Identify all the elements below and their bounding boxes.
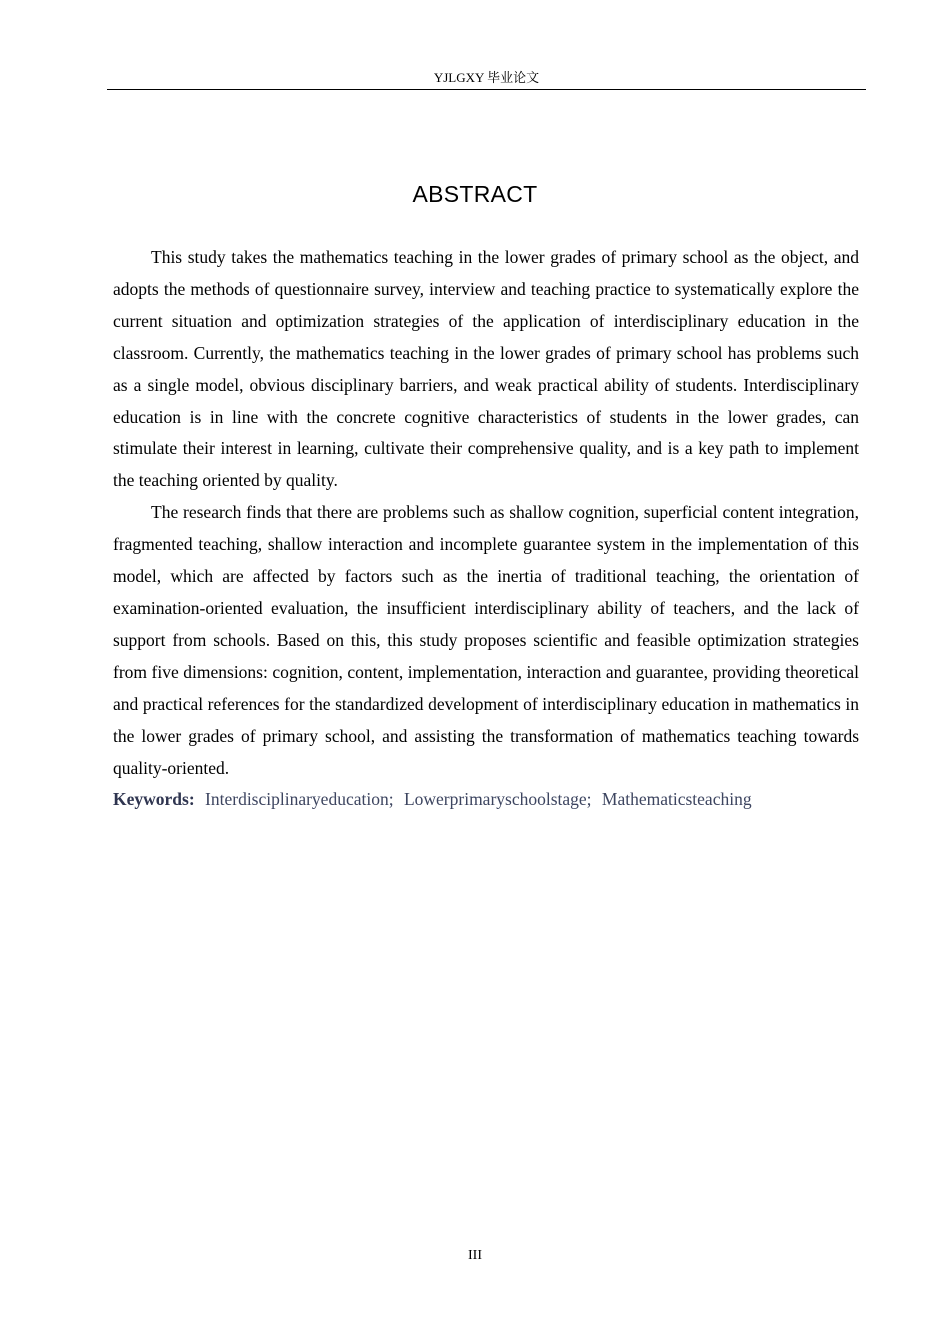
page-number: III bbox=[468, 1248, 482, 1263]
header-text: YJLGXY 毕业论文 bbox=[433, 70, 540, 85]
keyword-item: Mathematicsteaching bbox=[601, 789, 752, 810]
abstract-body bbox=[113, 242, 859, 816]
abstract-paragraph-2: The research finds that there are problems such as shallow cognition, superficial content integration, fragmented teaching, shallow interaction and incomplete guarantee system in the implementation of this model, which are affected by factors such as the inertia of traditional teaching, the orientation of examination-oriented evaluation, the insufficient interdisciplinary ability of teachers, and the lack of support from schools. Based on this, this study proposes scientific and feasible optimization strategies from five dimensions: cognition, content, implementation, interaction and guarantee, providing theoretical and practical references for the standardized development of interdisciplinary education in mathematics in the lower grades of primary school, and assisting the transformation of mathematics teaching towards quality-oriented. bbox=[113, 502, 859, 778]
keyword-item: Interdisciplinaryeducation; bbox=[205, 789, 394, 810]
page-header bbox=[107, 68, 866, 90]
abstract-paragraph-1: This study takes the mathematics teaching in the lower grades of primary school as the object, and adopts the methods of questionnaire survey, interview and teaching practice to systematically explore the current situation and optimization strategies of the application of interdisciplinary education in the classroom. Currently, the mathematics teaching in the lower grades of primary school has problems such as a single model, obvious disciplinary barriers, and weak practical ability of students. Interdisciplinary education is in line with the concrete cognitive characteristics of students in the lower grades, can stimulate their interest in learning, cultivate their comprehensive quality, and is a key path to implement the teaching oriented by quality. bbox=[113, 247, 859, 491]
keywords-line bbox=[113, 784, 859, 816]
abstract-title: ABSTRACT bbox=[412, 181, 538, 207]
keywords-list bbox=[199, 789, 752, 809]
keyword-item: Lowerprimaryschoolstage; bbox=[403, 789, 592, 810]
keywords-label: Keywords: bbox=[113, 789, 195, 810]
